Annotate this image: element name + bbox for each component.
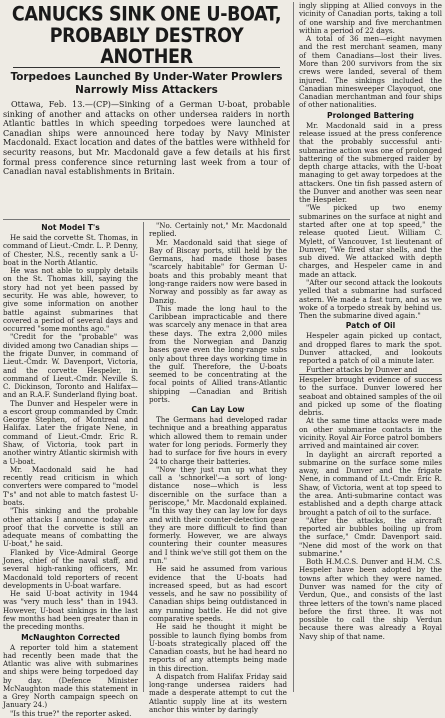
- lead-paragraph: Ottawa, Feb. 13.—(CP)—Sinking of a German U-boat, probable sinking of another and attacks on other undersea raiders in north Atlantic battles in which speeding torpedoes were launched at Canadian ships were announced here today by Navy Minister Macdonald. Exact location and dates of the battles were withheld for security reasons, but Mr. Macdonald gave a few details at his first formal press conference since returning last week from a tour of Canadian naval establishments in Britain.: [3, 99, 290, 177]
- paragraph: A dispatch from Halifax Friday said long-range undersea raiders had made a desperate attempt to cut the Atlantic supply line at its western anchor this winter by daringly: [149, 671, 287, 715]
- section-heading-can-lay-low: Can Lay Low: [191, 405, 245, 415]
- headline: CANUCKS SINK ONE U-BOAT, PROBABLY DESTROY ANOTHER: [11, 3, 282, 69]
- paragraph: "This sinking and the probable other attacks I announce today are proof that the corvette is still an adequate means of combatting the U-boat," he said.: [3, 506, 138, 549]
- paragraph: "Credit for the "probable" was divided among two Canadian ships —the frigate Dunver, in command of Lieut.-Cmdr. W. Davenport, Victoria, and the corvette Hespeler, in command of Lieut.-Cmdr. Neville S. C. Dickinson, Toronto and Halifax—and an R.A.F. Sunderland flying boat.: [3, 332, 138, 400]
- column-2: [149, 221, 287, 715]
- paragraph: "After the attacks, the aircraft reported air bubbles boiling up from the surface," Cmdr. Davenport said. "Nene did most of the work on that submarine.": [299, 515, 442, 558]
- paragraph: At the same time attacks were made on other submarine contacts in the vicinity. Royal Air Force patrol bombers arrived and maintained air cover.: [299, 416, 442, 451]
- section-heading-not-model: Not Model T's: [41, 223, 100, 232]
- section-heading-mcnaughton: McNaughton Corrected: [21, 632, 120, 642]
- paragraph: "Is this true?" the reporter asked.: [10, 708, 132, 718]
- newspaper-page: [3, 1, 442, 718]
- column-4: [299, 376, 442, 692]
- header-divider: [3, 219, 290, 220]
- paragraph: ingly slipping at Allied convoys in the vicinity of Canadian ports, taking a toll of one warship and five merchantmen within a period of 22 days.: [299, 1, 442, 35]
- subheadline: Torpedoes Launched By Under-Water Prowlers Narrowly Miss Attackers: [10, 71, 283, 96]
- column-1: [3, 222, 138, 718]
- paragraph: A reporter told him a statement had recently been made that the Atlantic was alive with submarines and ships were being torpedoed day by day. (Defence Minister McNaughton made this statement in a Grey North campaign speech on January 24.): [3, 642, 138, 710]
- paragraph: Mr. Macdonald said he had recently read criticism in which converters were compared to "model T's" and not able to match fastest U-boats.: [3, 464, 138, 507]
- paragraph: A total of 36 men—eight navymen and the rest merchant seamen, many of them Canadians—lost their lives. More than 200 survivors from the six crews were landed, several of them injured. The sinkings included the Canadian minesweeper Clayoquot, one Canadian merchantman and four ships of other nationalities.: [299, 34, 442, 110]
- paragraph: Mr. Macdonald said in a press release issued at the press conference that the probably successful anti-submarine action was one of prolonged battering of the submerged raider by depth charge attacks, with the U-boat managing to get away torpedoes at the attackers. One tin fish passed astern of the Dunver and another was seen near the Hespeler.: [299, 120, 442, 205]
- paragraph: "We picked up two enemy submarines on the surface at night and started after one at top speed," the release quoted Lieut. William C. Mylett, of Vancouver, 1st lieutenant of Dunver, "We fired star shells, and the sub dived. We attacked with depth charges, and Hespeler came in and made an attack.: [299, 203, 442, 279]
- paragraph: This made the long haul to the Caribbean impracticable and there was scarcely any menace in that area these days. The extra 2,000 miles from the Norwegian and Danzig bases gave even the long-range subs only about three days working time in the gulf. Therefore, the U-boats seemed to be concentrating at the focal points of Allied trans-Atlantic shipping —Canadian and British ports.: [149, 303, 287, 404]
- paragraph: He said U-boat activity in 1944 was "very much less" than in 1943. However, U-boat sinkings in the last few months had been greater than in the preceding months.: [3, 589, 138, 632]
- paragraph: In daylight an aircraft reported a submarine on the surface some miles away, and Dunver and the frigate Nene, in command of Lt.-Cmdr. Eric R. Shaw, of Victoria, went at top speed to the area. Anti-submarine contact was established and a depth charge attack brought a patch of oil to the surface.: [299, 449, 442, 517]
- paragraph: "No. Certainly not," Mr. Macdonald replied.: [149, 221, 287, 239]
- paragraph: Mr. Macdonald said that siege of Bay of Biscay ports, still held by the Germans, had made those bases "scarcely habitable" for German U-boats and this probably meant that long-range raiders now were based in Norway and possibly as far away as Danzig.: [149, 237, 287, 305]
- paragraph: Flanked by Vice-Admiral George Jones, chief of the naval staff, and several high-ranking officers, Mr. Macdonald told reporters of recent developments in U-boat warfare.: [3, 547, 138, 590]
- section-heading-prolonged-battering: Prolonged Battering: [327, 110, 414, 120]
- paragraph: He was not able to supply details on the St. Thomas kill, saying the story had not yet been passed by security. He was able, however, to give some information on another battle against submarines that covered a period of several days and occurred "some months ago.": [3, 266, 138, 334]
- paragraph: Hespeler again picked up contact, and dropped flares to mark the spot. Dunver attacked, and lookouts reported a patch of oil a minute later.: [299, 331, 442, 366]
- section-heading-patch-of-oil: Patch of Oil: [345, 321, 396, 331]
- paragraph: He said the corvette St. Thomas, in command of Lieut.-Cmdr. L. P. Denny, of Chester, N.S., recently sank a U-boat in the North Atlantic.: [3, 233, 138, 267]
- paragraph: He said he assumed from various evidence that the U-boats had increased speed, but as had escort vessels, and he saw no possibility of Canadian ships being outdistanced in any running battle. He did not give comparative speeds.: [149, 564, 287, 623]
- paragraph: Further attacks by Dunver and: [306, 364, 418, 374]
- column-3: [299, 2, 442, 374]
- paragraph: The Germans had developed radar technique and a breathing apparatus which allowed them to remain under water for long periods. Formerly they had to surface for five hours in every 24 to charge their batteries.: [149, 415, 287, 466]
- paragraph: Hespeler brought evidence of success to the surface. Dunver lowered her seaboat and obtained samples of the oil and picked up some of the floating debris.: [299, 375, 442, 418]
- paragraph: "Now they just run up what they call a 'schnorkel'—a sort of long-distance nose—which is less discernible on the surface than a periscope," Mr. Macdonald explained. "In this way they can lay low for days and with their counter-detection gear they are more difficult to find than formerly. However, we are always countering their counter measures and I think we've still got them on the run.": [149, 464, 287, 565]
- paragraph: The Dunver and Hespeler were in a escort group commanded by Cmdr. George Stephen, of Montreal and Halifax. Later the frigate Nene, in command of Lieut.-Cmdr. Eric R. Shaw, of Victoria, took part in another wintry Atlantic skirmish with a U-boat.: [3, 398, 138, 466]
- column-divider-2: [293, 2, 294, 692]
- article-header: [3, 2, 290, 222]
- paragraph: Both H.M.C.S. Dunver and H.M. C.S. Hespeler have been adopted by the towns after which they were named. Dunver was named for the city of Verdun, Que., and consists of the last three letters of the town's name placed before the first three. It was not possible to call the ship Verdun because there was already a Royal Navy ship of that name.: [299, 557, 442, 641]
- column-divider-1: [143, 222, 144, 692]
- paragraph: "After our second attack the lookouts yelled that a submarine had surfaced astern. We made a fast turn, and as we woke of a torpedo streak by behind us. Then the submarine dived again.": [299, 278, 442, 321]
- paragraph: He said he thought it might be possible to launch flying bombs from U-boats strategically placed off the Canadian coasts, but he had heard no reports of any attempts being made in this direction.: [149, 622, 287, 673]
